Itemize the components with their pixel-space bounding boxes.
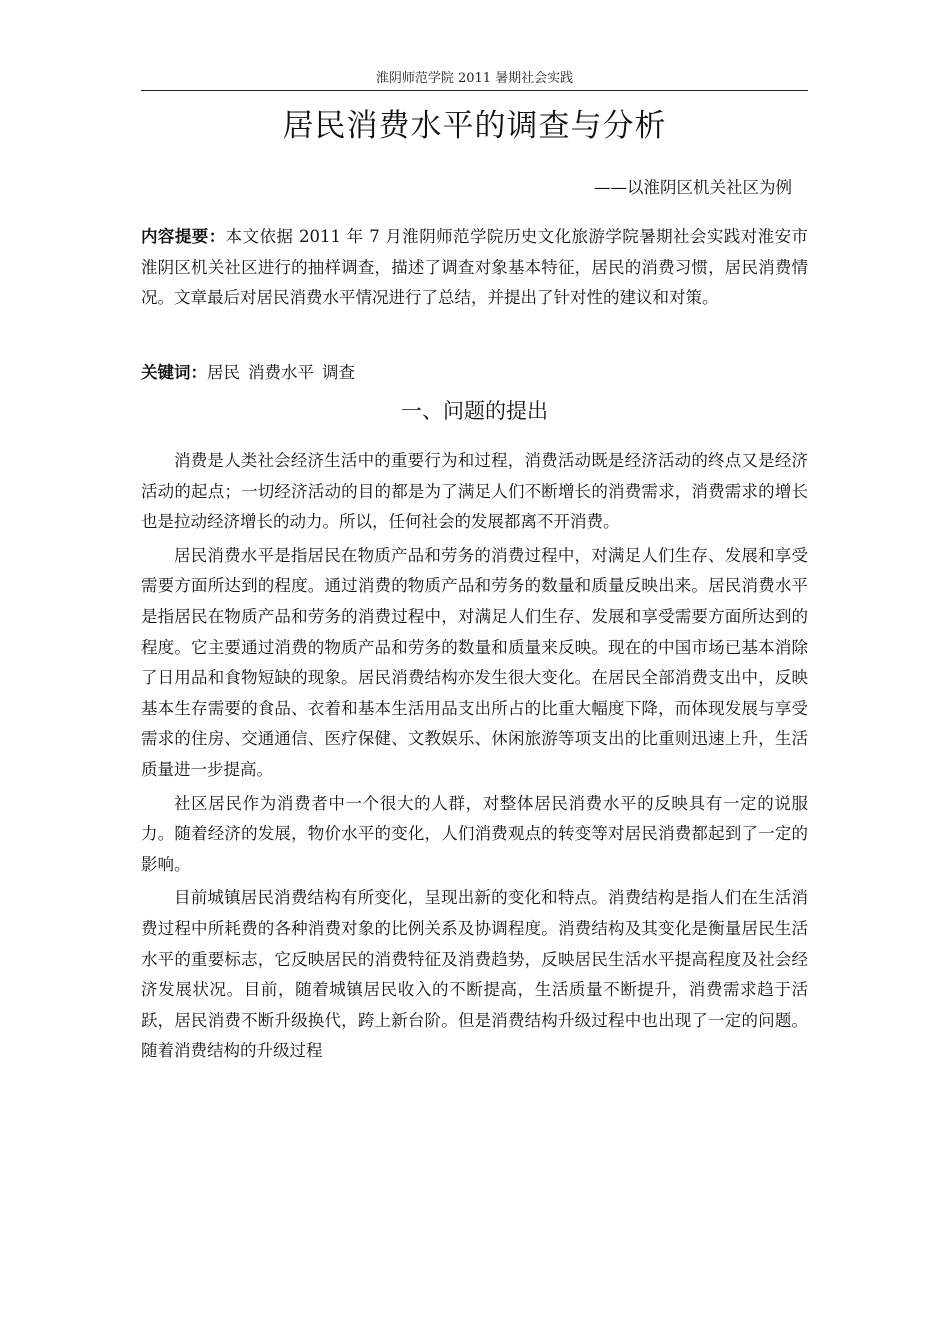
body-paragraph: 消费是人类社会经济生活中的重要行为和过程，消费活动既是经济活动的终点又是经济活动的起点；一切经济活动的目的都是为了满足人们不断增长的消费需求，消费需求的增长也是拉动经济增长的动力。所以，任何社会的发展都离不开消费。 <box>141 451 808 532</box>
header-rule <box>141 90 808 91</box>
abstract <box>141 222 808 314</box>
document-subtitle: ——以淮阴区机关社区为例 <box>594 178 792 197</box>
abstract-label: 内容提要： <box>141 227 226 246</box>
keywords-label: 关键词： <box>141 363 207 382</box>
keyword: 消费水平 <box>248 363 314 382</box>
body-text <box>141 446 808 1070</box>
section-heading: 一、问题的提出 <box>401 399 548 423</box>
body-paragraph: 社区居民作为消费者中一个很大的人群，对整体居民消费水平的反映具有一定的说服力。随着经济的发展，物价水平的变化，人们消费观点的转变等对居民消费都起到了一定的影响。 <box>141 793 808 874</box>
keyword: 调查 <box>322 363 355 382</box>
running-header: 淮阴师范学院 2011 暑期社会实践 <box>375 71 574 86</box>
document-title: 居民消费水平的调查与分析 <box>282 108 667 144</box>
body-paragraph: 目前城镇居民消费结构有所变化，呈现出新的变化和特点。消费结构是指人们在生活消费过程中所耗费的各种消费对象的比例关系及协调程度。消费结构及其变化是衡量居民生活水平的重要标志，它反映居民的消费特征及消费趋势，反映居民生活水平提高程度及社会经济发展状况。目前，随着城镇居民收入的不断提高，生活质量不断提升，消费需求趋于活跃，居民消费不断升级换代，跨上新台阶。但是消费结构升级过程中也出现了一定的问题。随着消费结构的升级过程 <box>141 888 808 1061</box>
abstract-text: 本文依据 2011 年 7 月淮阴师范学院历史文化旅游学院暑期社会实践对淮安市淮阴区机关社区进行的抽样调查，描述了调查对象基本特征，居民的消费习惯，居民消费情况。文章最后对居民消费水平情况进行了总结，并提出了针对性的建议和对策。 <box>141 227 808 308</box>
body-paragraph: 居民消费水平是指居民在物质产品和劳务的消费过程中，对满足人们生存、发展和享受需要方面所达到的程度。通过消费的物质产品和劳务的数量和质量反映出来。居民消费水平是指居民在物质产品和劳务的消费过程中，对满足人们生存、发展和享受需要方面所达到的程度。它主要通过消费的物质产品和劳务的数量和质量来反映。现在的中国市场已基本消除了日用品和食物短缺的现象。居民消费结构亦发生很大变化。在居民全部消费支出中，反映基本生存需要的食品、衣着和基本生活用品支出所占的比重大幅度下降，而体现发展与享受需求的住房、交通通信、医疗保健、文教娱乐、休闲旅游等项支出的比重则迅速上升，生活质量进一步提高。 <box>141 545 808 779</box>
keywords <box>141 358 808 388</box>
keyword: 居民 <box>207 363 240 382</box>
